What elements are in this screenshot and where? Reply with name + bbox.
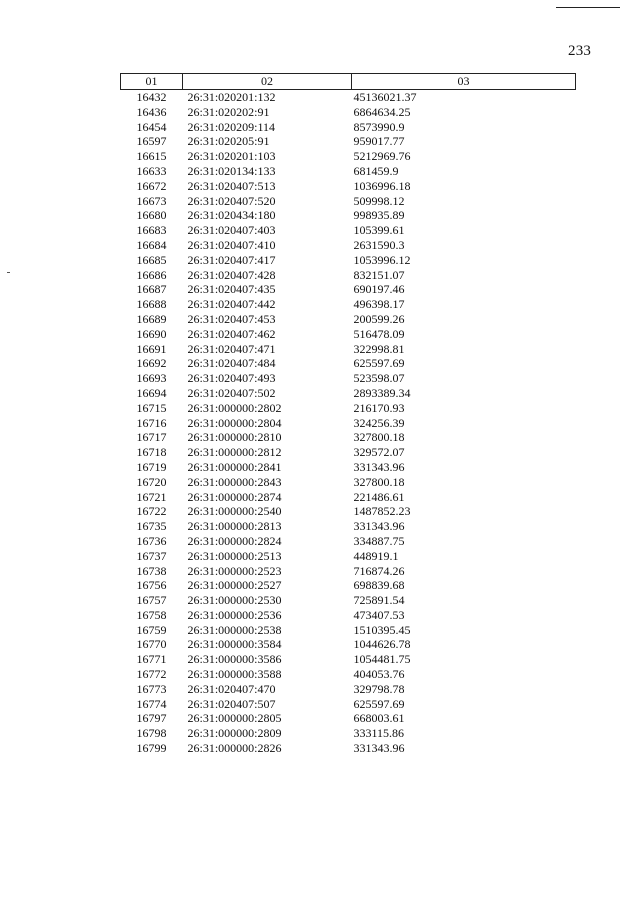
value-cell: 404053.76: [353, 667, 405, 682]
cadastral-number-cell: 26:31:000000:3588: [187, 667, 282, 682]
value-cell: 5212969.76: [353, 149, 411, 164]
cadastral-number-cell: 26:31:020201:132: [187, 90, 276, 104]
cadastral-number-cell: 26:31:020201:103: [187, 149, 276, 164]
row-number-cell: 16686: [136, 267, 167, 282]
table-row: [121, 726, 576, 741]
row-number-cell: 16799: [136, 741, 167, 756]
table-row: [121, 105, 576, 120]
cadastral-number-cell: 26:31:020407:462: [187, 326, 276, 341]
registry-table: [120, 73, 576, 756]
cadastral-number-cell: 26:31:020407:502: [187, 385, 276, 400]
table-row: [121, 623, 576, 638]
value-cell: 998935.89: [353, 208, 405, 223]
row-number-cell: 16738: [136, 563, 167, 578]
table-row: [121, 445, 576, 460]
value-cell: 331343.96: [353, 741, 405, 756]
row-number-cell: 16798: [136, 726, 167, 741]
cadastral-number-cell: 26:31:020407:435: [187, 282, 276, 297]
table-row: [121, 519, 576, 534]
row-number-cell: 16693: [136, 371, 167, 386]
cadastral-number-cell: 26:31:020407:520: [187, 193, 276, 208]
row-number-cell: 16715: [136, 400, 167, 415]
row-number-cell: 16454: [136, 119, 167, 134]
page-number: 233: [568, 43, 592, 59]
row-number-cell: 16692: [136, 356, 167, 371]
cadastral-number-cell: 26:31:020434:180: [187, 208, 276, 223]
table-row: [121, 312, 576, 327]
row-number-cell: 16797: [136, 711, 167, 726]
row-number-cell: 16597: [136, 134, 167, 149]
row-number-cell: 16772: [136, 667, 167, 682]
table-row: [121, 475, 576, 490]
row-number-cell: 16432: [136, 90, 167, 104]
cadastral-number-cell: 26:31:000000:2874: [187, 489, 282, 504]
table-row: [121, 504, 576, 519]
cadastral-number-cell: 26:31:000000:2523: [187, 563, 282, 578]
row-number-cell: 16673: [136, 193, 167, 208]
row-number-cell: 16688: [136, 297, 167, 312]
value-cell: 1036996.18: [353, 178, 411, 193]
table-row: [121, 371, 576, 386]
value-cell: 216170.93: [353, 400, 405, 415]
row-number-cell: 16689: [136, 311, 167, 326]
column-header-02: 02: [183, 74, 352, 90]
value-cell: 2893389.34: [353, 385, 411, 400]
value-cell: 333115.86: [353, 726, 405, 741]
row-number-cell: 16680: [136, 208, 167, 223]
cadastral-number-cell: 26:31:020407:484: [187, 356, 276, 371]
table-row: [121, 90, 576, 105]
cadastral-number-cell: 26:31:000000:2802: [187, 400, 282, 415]
cadastral-number-cell: 26:31:020205:91: [187, 134, 270, 149]
row-number-cell: 16720: [136, 474, 167, 489]
table-row: [121, 460, 576, 475]
value-cell: 334887.75: [353, 533, 405, 548]
table-row: [121, 430, 576, 445]
table-row: [121, 564, 576, 579]
cadastral-number-cell: 26:31:000000:3586: [187, 652, 282, 667]
table-row: [121, 741, 576, 756]
row-number-cell: 16717: [136, 430, 167, 445]
table-row: [121, 356, 576, 371]
cadastral-number-cell: 26:31:000000:2804: [187, 415, 282, 430]
row-number-cell: 16721: [136, 489, 167, 504]
row-number-cell: 16436: [136, 104, 167, 119]
value-cell: 1510395.45: [353, 622, 411, 637]
table-row: [121, 401, 576, 416]
value-cell: 1054481.75: [353, 652, 411, 667]
row-number-cell: 16736: [136, 533, 167, 548]
cadastral-number-cell: 26:31:000000:2527: [187, 578, 282, 593]
table-body: [121, 90, 576, 756]
value-cell: 725891.54: [353, 593, 405, 608]
edge-mark: [7, 272, 10, 273]
cadastral-number-cell: 26:31:020407:428: [187, 267, 276, 282]
cadastral-number-cell: 26:31:000000:2812: [187, 445, 282, 460]
table-row: [121, 164, 576, 179]
row-number-cell: 16633: [136, 163, 167, 178]
cadastral-number-cell: 26:31:000000:2810: [187, 430, 282, 445]
table-row: [121, 667, 576, 682]
row-number-cell: 16687: [136, 282, 167, 297]
value-cell: 322998.81: [353, 341, 405, 356]
cadastral-number-cell: 26:31:000000:2824: [187, 533, 282, 548]
table-row: [121, 490, 576, 505]
table-row: [121, 711, 576, 726]
row-number-cell: 16683: [136, 223, 167, 238]
value-cell: 2631590.3: [353, 237, 405, 252]
cadastral-number-cell: 26:31:020407:513: [187, 178, 276, 193]
cadastral-number-cell: 26:31:000000:2813: [187, 519, 282, 534]
table-row: [121, 120, 576, 135]
table-row: [121, 223, 576, 238]
table-row: [121, 297, 576, 312]
value-cell: 324256.39: [353, 415, 405, 430]
value-cell: 448919.1: [353, 548, 399, 563]
cadastral-number-cell: 26:31:000000:2540: [187, 504, 282, 519]
cadastral-number-cell: 26:31:000000:2538: [187, 622, 282, 637]
table-row: [121, 652, 576, 667]
row-number-cell: 16719: [136, 459, 167, 474]
cadastral-number-cell: 26:31:020407:507: [187, 696, 276, 711]
value-cell: 516478.09: [353, 326, 405, 341]
row-number-cell: 16690: [136, 326, 167, 341]
value-cell: 221486.61: [353, 489, 405, 504]
table-row: [121, 593, 576, 608]
row-number-cell: 16737: [136, 548, 167, 563]
cadastral-number-cell: 26:31:000000:2809: [187, 726, 282, 741]
table-row: [121, 238, 576, 253]
table-row: [121, 179, 576, 194]
table-row: [121, 549, 576, 564]
cadastral-number-cell: 26:31:020407:470: [187, 681, 276, 696]
cadastral-number-cell: 26:31:020209:114: [187, 119, 276, 134]
cadastral-number-cell: 26:31:020407:403: [187, 223, 276, 238]
table-row: [121, 534, 576, 549]
row-number-cell: 16735: [136, 519, 167, 534]
cadastral-number-cell: 26:31:000000:2805: [187, 711, 282, 726]
row-number-cell: 16774: [136, 696, 167, 711]
row-number-cell: 16773: [136, 681, 167, 696]
value-cell: 690197.46: [353, 282, 405, 297]
table-row: [121, 416, 576, 431]
header-row: [121, 74, 576, 90]
value-cell: 473407.53: [353, 607, 405, 622]
table-row: [121, 342, 576, 357]
value-cell: 331343.96: [353, 459, 405, 474]
cadastral-number-cell: 26:31:000000:2826: [187, 741, 282, 756]
value-cell: 1053996.12: [353, 252, 411, 267]
table-row: [121, 386, 576, 401]
value-cell: 681459.9: [353, 163, 399, 178]
column-header-03: 03: [352, 74, 576, 90]
row-number-cell: 16759: [136, 622, 167, 637]
table-row: [121, 194, 576, 209]
value-cell: 329798.78: [353, 681, 405, 696]
table-row: [121, 253, 576, 268]
table-row: [121, 327, 576, 342]
row-number-cell: 16770: [136, 637, 167, 652]
table-row: [121, 697, 576, 712]
value-cell: 509998.12: [353, 193, 405, 208]
row-number-cell: 16672: [136, 178, 167, 193]
row-number-cell: 16716: [136, 415, 167, 430]
row-number-cell: 16684: [136, 237, 167, 252]
table-row: [121, 208, 576, 223]
table-row: [121, 682, 576, 697]
row-number-cell: 16771: [136, 652, 167, 667]
value-cell: 1044626.78: [353, 637, 411, 652]
value-cell: 327800.18: [353, 474, 405, 489]
value-cell: 329572.07: [353, 445, 405, 460]
row-number-cell: 16694: [136, 385, 167, 400]
row-number-cell: 16685: [136, 252, 167, 267]
row-number-cell: 16615: [136, 149, 167, 164]
row-number-cell: 16757: [136, 593, 167, 608]
value-cell: 331343.96: [353, 519, 405, 534]
cadastral-number-cell: 26:31:020407:471: [187, 341, 276, 356]
cadastral-number-cell: 26:31:020202:91: [187, 104, 270, 119]
row-number-cell: 16758: [136, 607, 167, 622]
value-cell: 625597.69: [353, 356, 405, 371]
table-row: [121, 637, 576, 652]
table-row: [121, 134, 576, 149]
cadastral-number-cell: 26:31:020407:442: [187, 297, 276, 312]
cadastral-number-cell: 26:31:000000:2536: [187, 607, 282, 622]
value-cell: 200599.26: [353, 311, 405, 326]
value-cell: 6864634.25: [353, 104, 411, 119]
table-row: [121, 282, 576, 297]
cadastral-number-cell: 26:31:000000:3584: [187, 637, 282, 652]
value-cell: 832151.07: [353, 267, 405, 282]
cadastral-number-cell: 26:31:020407:417: [187, 252, 276, 267]
cadastral-number-cell: 26:31:020407:410: [187, 237, 276, 252]
value-cell: 523598.07: [353, 371, 405, 386]
value-cell: 45136021.37: [353, 90, 417, 104]
cadastral-number-cell: 26:31:020134:133: [187, 163, 276, 178]
table-row: [121, 608, 576, 623]
table-row: [121, 268, 576, 283]
value-cell: 625597.69: [353, 696, 405, 711]
cadastral-number-cell: 26:31:000000:2841: [187, 459, 282, 474]
value-cell: 327800.18: [353, 430, 405, 445]
value-cell: 668003.61: [353, 711, 405, 726]
cadastral-number-cell: 26:31:000000:2843: [187, 474, 282, 489]
table-row: [121, 149, 576, 164]
row-number-cell: 16756: [136, 578, 167, 593]
value-cell: 1487852.23: [353, 504, 411, 519]
cadastral-number-cell: 26:31:020407:493: [187, 371, 276, 386]
cadastral-number-cell: 26:31:020407:453: [187, 311, 276, 326]
cadastral-number-cell: 26:31:000000:2530: [187, 593, 282, 608]
cadastral-number-cell: 26:31:000000:2513: [187, 548, 282, 563]
value-cell: 496398.17: [353, 297, 405, 312]
value-cell: 105399.61: [353, 223, 405, 238]
row-number-cell: 16718: [136, 445, 167, 460]
row-number-cell: 16722: [136, 504, 167, 519]
value-cell: 698839.68: [353, 578, 405, 593]
table-row: [121, 578, 576, 593]
value-cell: 959017.77: [353, 134, 405, 149]
value-cell: 716874.26: [353, 563, 405, 578]
top-rule: [556, 7, 620, 8]
column-header-01: 01: [121, 74, 183, 90]
value-cell: 8573990.9: [353, 119, 405, 134]
row-number-cell: 16691: [136, 341, 167, 356]
